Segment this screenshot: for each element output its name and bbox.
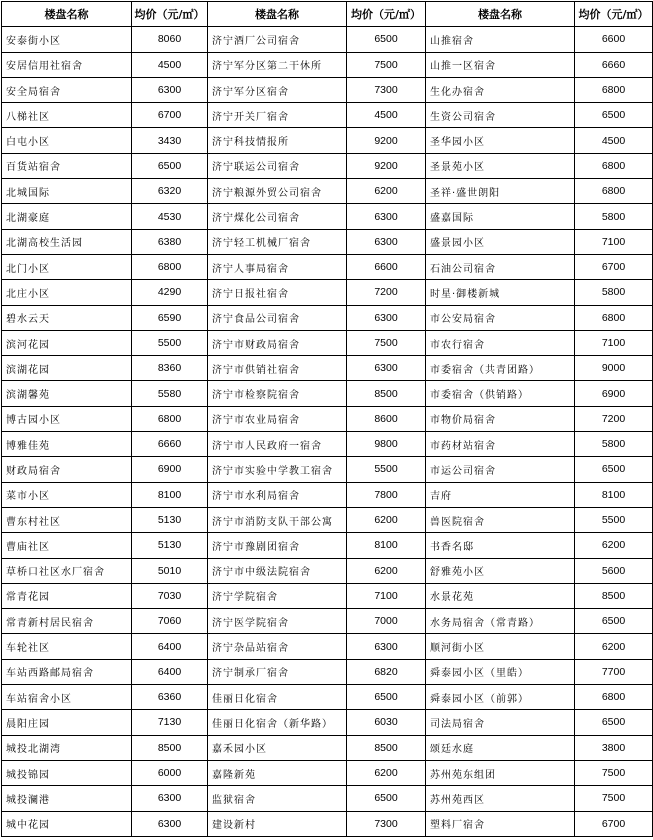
property-name-cell: 时星·御楼新城	[426, 280, 575, 305]
property-name-cell: 市委宿舍（共青团路）	[426, 356, 575, 381]
price-cell: 6300	[132, 811, 208, 836]
price-cell: 6200	[575, 634, 653, 659]
price-cell: 6700	[575, 811, 653, 836]
property-name-cell: 书香名邸	[426, 533, 575, 558]
property-name-cell: 盛嘉国际	[426, 204, 575, 229]
price-cell: 4290	[132, 280, 208, 305]
property-name-cell: 滨湖花园	[2, 356, 132, 381]
property-name-cell: 安全局宿舍	[2, 77, 132, 102]
property-name-cell: 济宁军分区宿舍	[208, 77, 347, 102]
table-row	[2, 153, 653, 178]
table-row	[2, 330, 653, 355]
price-cell: 6200	[347, 507, 426, 532]
table-row	[2, 811, 653, 836]
property-name-cell: 晨阳庄园	[2, 710, 132, 735]
property-name-cell: 山推宿舍	[426, 27, 575, 52]
price-cell: 6500	[347, 27, 426, 52]
header-name-1: 楼盘名称	[2, 2, 132, 27]
price-cell: 6300	[132, 77, 208, 102]
price-cell: 8500	[132, 735, 208, 760]
property-name-cell: 监狱宿舍	[208, 786, 347, 811]
price-cell: 6400	[132, 634, 208, 659]
price-cell: 6500	[575, 609, 653, 634]
price-cell: 6030	[347, 710, 426, 735]
table-row	[2, 507, 653, 532]
property-name-cell: 常青新村居民宿舍	[2, 609, 132, 634]
property-name-cell: 济宁杂品站宿舍	[208, 634, 347, 659]
price-cell: 6300	[132, 786, 208, 811]
table-row	[2, 482, 653, 507]
price-cell: 5800	[575, 432, 653, 457]
property-name-cell: 济宁酒厂公司宿舍	[208, 27, 347, 52]
price-cell: 6300	[347, 204, 426, 229]
price-cell: 6600	[347, 254, 426, 279]
price-cell: 6500	[575, 710, 653, 735]
table-row	[2, 406, 653, 431]
property-name-cell: 山推一区宿舍	[426, 52, 575, 77]
price-cell: 5500	[132, 330, 208, 355]
table-row	[2, 27, 653, 52]
price-cell: 8060	[132, 27, 208, 52]
property-name-cell: 北城国际	[2, 179, 132, 204]
property-name-cell: 滨湖馨苑	[2, 381, 132, 406]
property-name-cell: 安泰街小区	[2, 27, 132, 52]
price-cell: 6500	[132, 153, 208, 178]
property-name-cell: 市农行宿舍	[426, 330, 575, 355]
price-cell: 6800	[132, 254, 208, 279]
table-row	[2, 280, 653, 305]
price-cell: 9000	[575, 356, 653, 381]
property-name-cell: 济宁市财政局宿舍	[208, 330, 347, 355]
price-table	[1, 1, 653, 837]
property-name-cell: 白屯小区	[2, 128, 132, 153]
price-cell: 5800	[575, 204, 653, 229]
price-cell: 7030	[132, 583, 208, 608]
price-cell: 3800	[575, 735, 653, 760]
table-row	[2, 204, 653, 229]
header-name-2: 楼盘名称	[208, 2, 347, 27]
header-row	[2, 2, 653, 27]
price-cell: 7500	[347, 330, 426, 355]
property-name-cell: 济宁联运公司宿舍	[208, 153, 347, 178]
price-cell: 5500	[347, 457, 426, 482]
price-cell: 5010	[132, 558, 208, 583]
property-name-cell: 圣景苑小区	[426, 153, 575, 178]
property-name-cell: 安居信用社宿舍	[2, 52, 132, 77]
price-cell: 8100	[575, 482, 653, 507]
price-cell: 6000	[132, 760, 208, 785]
property-name-cell: 北湖豪庭	[2, 204, 132, 229]
property-name-cell: 城中花园	[2, 811, 132, 836]
property-name-cell: 济宁食品公司宿舍	[208, 305, 347, 330]
price-cell: 8100	[132, 482, 208, 507]
table-row	[2, 254, 653, 279]
property-name-cell: 舒雅苑小区	[426, 558, 575, 583]
price-cell: 7500	[575, 760, 653, 785]
price-cell: 7060	[132, 609, 208, 634]
property-name-cell: 财政局宿舍	[2, 457, 132, 482]
property-name-cell: 济宁制承厂宿舍	[208, 659, 347, 684]
table-row	[2, 583, 653, 608]
price-cell: 6800	[575, 305, 653, 330]
table-row	[2, 103, 653, 128]
property-name-cell: 石油公司宿舍	[426, 254, 575, 279]
price-cell: 6900	[132, 457, 208, 482]
property-name-cell: 市公安局宿舍	[426, 305, 575, 330]
price-cell: 5130	[132, 507, 208, 532]
property-name-cell: 济宁市消防支队干部公寓	[208, 507, 347, 532]
price-cell: 4530	[132, 204, 208, 229]
price-cell: 6800	[575, 685, 653, 710]
property-name-cell: 曹东村社区	[2, 507, 132, 532]
price-cell: 5800	[575, 280, 653, 305]
property-name-cell: 常青花园	[2, 583, 132, 608]
property-name-cell: 济宁粮源外贸公司宿舍	[208, 179, 347, 204]
property-name-cell: 生资公司宿舍	[426, 103, 575, 128]
price-cell: 5500	[575, 507, 653, 532]
property-name-cell: 八梯社区	[2, 103, 132, 128]
property-name-cell: 济宁市中级法院宿舍	[208, 558, 347, 583]
price-cell: 8500	[347, 381, 426, 406]
property-name-cell: 济宁科技情报所	[208, 128, 347, 153]
header-price-1: 均价（元/㎡）	[132, 2, 208, 27]
price-cell: 6200	[575, 533, 653, 558]
property-name-cell: 车站西路邮局宿舍	[2, 659, 132, 684]
property-name-cell: 北庄小区	[2, 280, 132, 305]
table-row	[2, 760, 653, 785]
property-name-cell: 水务局宿舍（常青路）	[426, 609, 575, 634]
price-cell: 4500	[347, 103, 426, 128]
header-price-3: 均价（元/㎡）	[575, 2, 653, 27]
property-name-cell: 城投北湖湾	[2, 735, 132, 760]
price-cell: 6380	[132, 229, 208, 254]
price-cell: 3430	[132, 128, 208, 153]
table-row	[2, 52, 653, 77]
price-cell: 7500	[347, 52, 426, 77]
property-name-cell: 嘉隆新苑	[208, 760, 347, 785]
property-name-cell: 圣祥·盛世朗阳	[426, 179, 575, 204]
price-cell: 6300	[347, 229, 426, 254]
price-cell: 6200	[347, 760, 426, 785]
property-name-cell: 济宁日报社宿舍	[208, 280, 347, 305]
property-name-cell: 草桥口社区水厂宿舍	[2, 558, 132, 583]
property-name-cell: 济宁市农业局宿舍	[208, 406, 347, 431]
property-name-cell: 济宁市检察院宿舍	[208, 381, 347, 406]
price-cell: 6700	[132, 103, 208, 128]
price-cell: 6800	[575, 77, 653, 102]
property-name-cell: 佳丽日化宿舍（新华路）	[208, 710, 347, 735]
property-name-cell: 济宁市水利局宿舍	[208, 482, 347, 507]
property-name-cell: 北湖高校生活园	[2, 229, 132, 254]
price-cell: 9200	[347, 153, 426, 178]
table-row	[2, 179, 653, 204]
property-name-cell: 佳丽日化宿舍	[208, 685, 347, 710]
property-name-cell: 苏州苑西区	[426, 786, 575, 811]
price-cell: 5130	[132, 533, 208, 558]
price-cell: 6600	[575, 27, 653, 52]
price-cell: 6200	[347, 558, 426, 583]
price-cell: 7000	[347, 609, 426, 634]
price-cell: 7200	[575, 406, 653, 431]
property-name-cell: 司法局宿舍	[426, 710, 575, 735]
price-cell: 8100	[347, 533, 426, 558]
price-cell: 8360	[132, 356, 208, 381]
price-cell: 6660	[575, 52, 653, 77]
property-name-cell: 盛景园小区	[426, 229, 575, 254]
table-row	[2, 432, 653, 457]
property-name-cell: 市运公司宿舍	[426, 457, 575, 482]
table-row	[2, 128, 653, 153]
table-row	[2, 659, 653, 684]
property-name-cell: 顺河街小区	[426, 634, 575, 659]
table-row	[2, 710, 653, 735]
table-row	[2, 77, 653, 102]
property-name-cell: 碧水云天	[2, 305, 132, 330]
price-cell: 6360	[132, 685, 208, 710]
table-row	[2, 609, 653, 634]
property-name-cell: 博雅佳苑	[2, 432, 132, 457]
property-name-cell: 圣华园小区	[426, 128, 575, 153]
property-name-cell: 舜泰园小区（里皓）	[426, 659, 575, 684]
property-name-cell: 济宁开关厂宿舍	[208, 103, 347, 128]
property-name-cell: 市委宿舍（供销路）	[426, 381, 575, 406]
property-name-cell: 济宁学院宿舍	[208, 583, 347, 608]
price-cell: 6500	[575, 457, 653, 482]
price-cell: 6300	[347, 634, 426, 659]
price-cell: 7100	[347, 583, 426, 608]
property-name-cell: 济宁煤化公司宿舍	[208, 204, 347, 229]
property-name-cell: 苏州苑东组团	[426, 760, 575, 785]
property-name-cell: 博古园小区	[2, 406, 132, 431]
property-name-cell: 嘉禾园小区	[208, 735, 347, 760]
property-name-cell: 北门小区	[2, 254, 132, 279]
table-row	[2, 381, 653, 406]
price-cell: 4500	[132, 52, 208, 77]
price-cell: 5580	[132, 381, 208, 406]
table-row	[2, 634, 653, 659]
price-cell: 7300	[347, 811, 426, 836]
price-cell: 6800	[575, 153, 653, 178]
property-name-cell: 市物价局宿舍	[426, 406, 575, 431]
property-name-cell: 舜泰园小区（前郭）	[426, 685, 575, 710]
property-name-cell: 济宁市豫剧团宿舍	[208, 533, 347, 558]
price-cell: 7200	[347, 280, 426, 305]
property-name-cell: 济宁军分区第二干休所	[208, 52, 347, 77]
property-name-cell: 水景花苑	[426, 583, 575, 608]
table-row	[2, 786, 653, 811]
property-name-cell: 百货站宿舍	[2, 153, 132, 178]
property-name-cell: 生化办宿舍	[426, 77, 575, 102]
price-cell: 7100	[575, 330, 653, 355]
price-cell: 8500	[347, 735, 426, 760]
table-row	[2, 305, 653, 330]
property-name-cell: 济宁人事局宿舍	[208, 254, 347, 279]
price-cell: 6300	[347, 305, 426, 330]
property-name-cell: 济宁市人民政府一宿舍	[208, 432, 347, 457]
table-row	[2, 229, 653, 254]
property-name-cell: 城投澜港	[2, 786, 132, 811]
price-cell: 9200	[347, 128, 426, 153]
property-name-cell: 济宁医学院宿舍	[208, 609, 347, 634]
property-name-cell: 市药材站宿舍	[426, 432, 575, 457]
price-cell: 7300	[347, 77, 426, 102]
property-name-cell: 滨河花园	[2, 330, 132, 355]
price-cell: 6200	[347, 179, 426, 204]
price-cell: 8500	[575, 583, 653, 608]
property-name-cell: 车站宿舍小区	[2, 685, 132, 710]
price-cell: 6320	[132, 179, 208, 204]
price-cell: 7100	[575, 229, 653, 254]
property-name-cell: 城投锦园	[2, 760, 132, 785]
property-name-cell: 济宁市供销社宿舍	[208, 356, 347, 381]
price-cell: 6590	[132, 305, 208, 330]
price-cell: 5600	[575, 558, 653, 583]
property-name-cell: 吉府	[426, 482, 575, 507]
price-cell: 7800	[347, 482, 426, 507]
price-cell: 6300	[347, 356, 426, 381]
property-name-cell: 建设新村	[208, 811, 347, 836]
price-cell: 6820	[347, 659, 426, 684]
price-cell: 6500	[347, 786, 426, 811]
property-name-cell: 曹庙社区	[2, 533, 132, 558]
property-name-cell: 塑料厂宿舍	[426, 811, 575, 836]
price-cell: 9800	[347, 432, 426, 457]
table-body	[2, 27, 653, 837]
price-cell: 7500	[575, 786, 653, 811]
table-row	[2, 685, 653, 710]
price-cell: 4500	[575, 128, 653, 153]
table-row	[2, 533, 653, 558]
header-price-2: 均价（元/㎡）	[347, 2, 426, 27]
property-name-cell: 济宁轻工机械厂宿舍	[208, 229, 347, 254]
table-row	[2, 356, 653, 381]
price-cell: 6800	[575, 179, 653, 204]
price-cell: 6700	[575, 254, 653, 279]
price-cell: 7130	[132, 710, 208, 735]
table-row	[2, 457, 653, 482]
price-cell: 6900	[575, 381, 653, 406]
price-cell: 6400	[132, 659, 208, 684]
table-row	[2, 558, 653, 583]
header-name-3: 楼盘名称	[426, 2, 575, 27]
property-name-cell: 兽医院宿舍	[426, 507, 575, 532]
price-cell: 8600	[347, 406, 426, 431]
property-name-cell: 济宁市实验中学教工宿舍	[208, 457, 347, 482]
price-cell: 6800	[132, 406, 208, 431]
price-cell: 6660	[132, 432, 208, 457]
property-name-cell: 菜市小区	[2, 482, 132, 507]
price-cell: 7700	[575, 659, 653, 684]
property-name-cell: 颂廷水庭	[426, 735, 575, 760]
property-name-cell: 车轮社区	[2, 634, 132, 659]
table-row	[2, 735, 653, 760]
price-cell: 6500	[575, 103, 653, 128]
price-cell: 6500	[347, 685, 426, 710]
